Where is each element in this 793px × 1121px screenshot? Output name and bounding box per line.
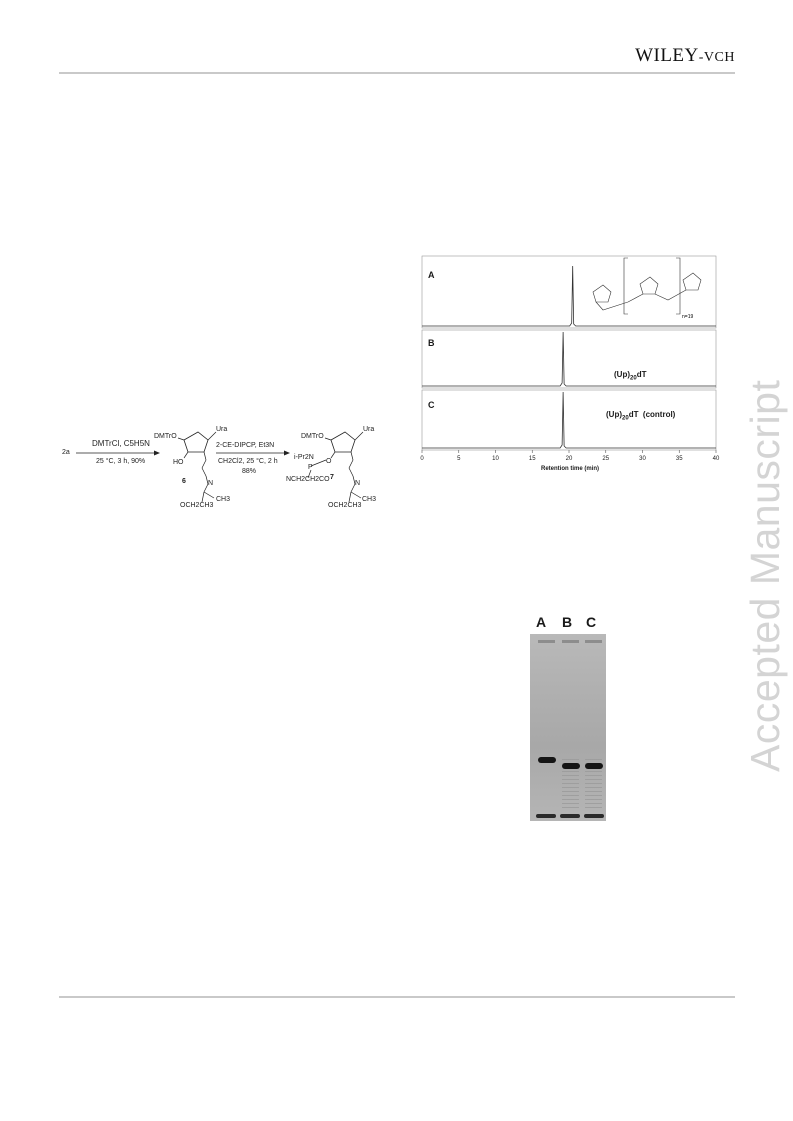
x-tick-label: 20 bbox=[565, 456, 573, 462]
dye-front-b bbox=[560, 814, 580, 818]
x-tick-label: 25 bbox=[602, 456, 610, 462]
c7-och2ch3: OCH2CH3 bbox=[328, 502, 362, 509]
c7-n: N bbox=[355, 480, 361, 487]
x-axis-title: Retention time (min) bbox=[541, 466, 599, 472]
c6-ho: HO bbox=[173, 459, 184, 466]
start-compound-label: 2a bbox=[62, 449, 70, 456]
footer-rule bbox=[59, 996, 735, 998]
well-b bbox=[562, 640, 579, 643]
trace-label-b: B bbox=[428, 338, 435, 348]
publisher-suffix: -VCH bbox=[698, 50, 735, 65]
well-a bbox=[538, 640, 555, 643]
trace-label-c: C bbox=[428, 400, 435, 410]
x-tick-label: 15 bbox=[528, 456, 536, 462]
c7-ipr2n: i-Pr2N bbox=[294, 454, 314, 461]
band-b bbox=[562, 763, 580, 769]
c7-ch3: CH3 bbox=[362, 496, 377, 503]
step1-conditions: 25 °C, 3 h, 90% bbox=[96, 458, 146, 465]
step2-reagents: 2-CE-DIPCP, Et3N bbox=[216, 442, 275, 449]
annotation-c: $(Up)_{20}dT$ (control) bbox=[606, 410, 676, 422]
compound-6-label: 6 bbox=[182, 478, 186, 485]
x-tick-label: 30 bbox=[639, 456, 646, 462]
c7-p: P bbox=[308, 464, 313, 471]
annotation-b: $(Up)_{20}dT$ bbox=[614, 370, 647, 382]
x-tick-label: 40 bbox=[712, 456, 720, 462]
gel-electrophoresis bbox=[528, 612, 608, 822]
gel-image bbox=[530, 634, 606, 821]
trace-label-a: A bbox=[428, 270, 435, 280]
x-tick-label: 35 bbox=[675, 456, 683, 462]
reaction-scheme bbox=[56, 418, 406, 518]
c6-ch3: CH3 bbox=[216, 496, 231, 503]
hplc-plot bbox=[418, 252, 728, 482]
band-c bbox=[585, 763, 603, 769]
header-rule bbox=[59, 72, 735, 74]
c6-ura: Ura bbox=[216, 426, 228, 433]
band-a bbox=[538, 757, 556, 763]
c6-och2ch3: OCH2CH3 bbox=[180, 502, 214, 509]
lane-label-c: C bbox=[586, 614, 597, 630]
step2-conditions: CH2Cl2, 25 °C, 2 h bbox=[218, 458, 278, 465]
trace-panel-0 bbox=[422, 256, 716, 328]
c6-n: N bbox=[208, 480, 214, 487]
trace-line-a bbox=[422, 266, 716, 326]
publisher-logo bbox=[635, 45, 735, 67]
well-c bbox=[585, 640, 602, 643]
x-tick-label: 10 bbox=[492, 456, 499, 462]
x-tick-label: 5 bbox=[457, 456, 461, 462]
x-tick-label: 0 bbox=[420, 456, 424, 462]
step1-reagents: DMTrCl, C5H5N bbox=[92, 439, 150, 448]
c7-o: O bbox=[326, 458, 332, 465]
c7-nch2ch2co: NCH2CH2CO bbox=[286, 476, 330, 483]
lane-label-b: B bbox=[562, 614, 573, 630]
publisher-main: WILEY bbox=[635, 45, 699, 66]
lane-label-a: A bbox=[536, 614, 547, 630]
hplc-chart bbox=[418, 252, 728, 487]
oligo-structure-drawing bbox=[593, 258, 701, 314]
step2-yield: 88% bbox=[242, 468, 257, 475]
structure-repeat-label: n=19 bbox=[682, 314, 694, 320]
c7-ura: Ura bbox=[363, 426, 375, 433]
c7-dmtro: DMTrO bbox=[301, 433, 324, 440]
c6-dmtro: DMTrO bbox=[154, 433, 177, 440]
accepted-manuscript-watermark: Accepted Manuscript bbox=[742, 379, 788, 772]
trace-panel-1 bbox=[422, 330, 716, 388]
compound-7-label: 7 bbox=[330, 474, 334, 481]
trace-line-b bbox=[422, 332, 716, 386]
dye-front-a bbox=[536, 814, 556, 818]
dye-front-c bbox=[584, 814, 604, 818]
